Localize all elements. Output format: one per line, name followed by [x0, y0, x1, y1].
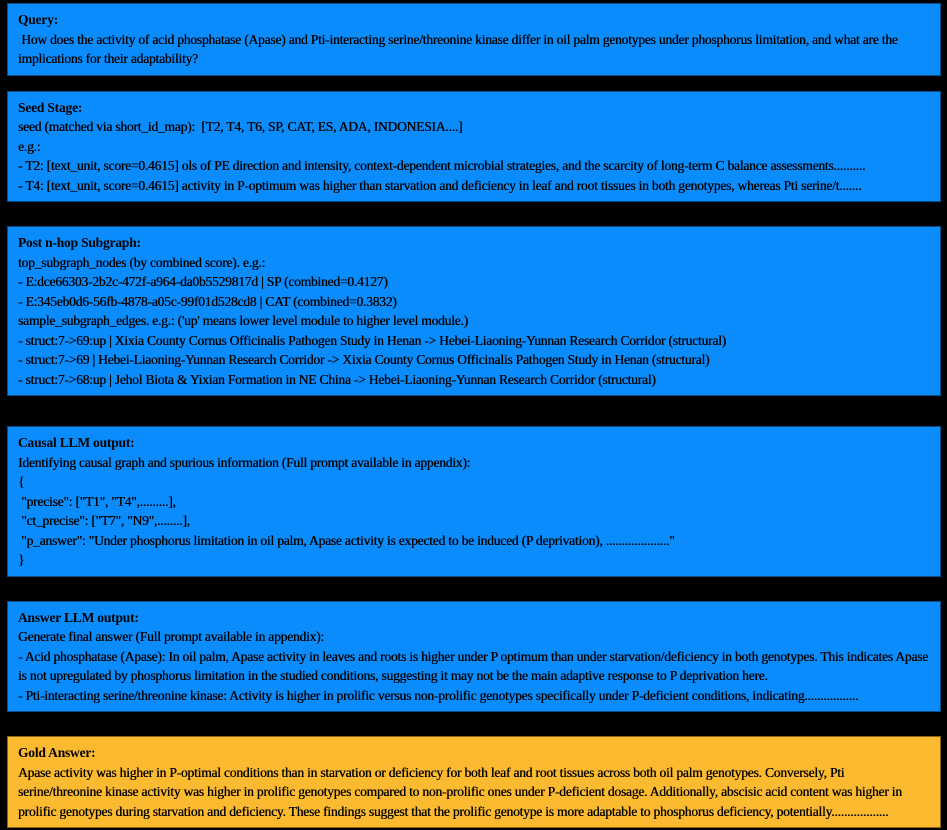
query-stage-box	[7, 3, 941, 76]
causal-json-ct-precise: "ct_precise": ["T7", "N9",........],	[18, 513, 190, 528]
subgraph-top-nodes-label: top_subgraph_nodes (by combined score). e.g.:	[18, 254, 266, 270]
seed-example-t2: - T2: [text_unit, score=0.4615] ols of PE direction and intensity, context-dependent microbial strategies, and the scarcity of long-term C balance assessments..........	[18, 158, 866, 173]
gold-answer-box	[7, 736, 941, 828]
query-text: How does the activity of acid phosphatase (Apase) and Pti-interacting serine/threonine kinase differ in oil palm genotypes under phosphorus limitation, and what are the implications for their adaptability?	[18, 31, 901, 66]
causal-llm-output-box	[7, 426, 941, 577]
causal-json-p-answer: "p_answer": "Under phosphorus limitation in oil palm, Apase activity is expected to be induced (P deprivation), ...................."	[18, 532, 675, 548]
seed-stage-box	[7, 91, 941, 203]
answer-task-description: Generate final answer (Full prompt available in appendix):	[18, 629, 324, 644]
gold-answer-title: Gold Answer:	[18, 745, 96, 760]
causal-llm-output-title: Causal LLM output:	[18, 435, 135, 450]
subgraph-edge-2: - struct:7->69 | Hebei-Liaoning-Yunnan Research Corridor -> Xixia County Cornus Officinalis Pathogen Study in Henan (structural)	[18, 352, 710, 367]
seed-example-t4: - T4: [text_unit, score=0.4615] activity in P-optimum was higher than starvation and deficiency in leaf and root tissues in both genotypes, whereas Pti serine/t.......	[18, 177, 862, 193]
subgraph-edges-label: sample_subgraph_edges. e.g.: ('up' means lower level module to higher level module.)	[18, 313, 468, 328]
gold-answer-text: Apase activity was higher in P-optimal conditions than in starvation or deficiency for both leaf and root tissues across both oil palm genotypes. Conversely, Pti serine/threonine kinase activity was higher in prolific genotypes compared to non-prolific ones under P-deficient dosage. Additionally, abscisic acid content was higher in prolific genotypes during starvation and deficiency. These findings suggest that the prolific genotype is more adaptable to phosphorus deficiency, potentially..................	[18, 764, 905, 819]
causal-json-precise: "precise": ["T1", "T4",.........],	[18, 493, 176, 509]
causal-task-description: Identifying causal graph and spurious information (Full prompt available in appendix):	[18, 454, 471, 470]
seed-eg-label: e.g.:	[18, 138, 41, 154]
answer-llm-output-box	[7, 601, 941, 713]
answer-pti-kinase-point: - Pti-interacting serine/threonine kinase: Activity is higher in prolific versus non-prolific genotypes specifically under P-deficient conditions, indicating.................	[18, 687, 859, 703]
subgraph-node-sp: - E:dce66303-2b2c-472f-a964-da0b5529817d | SP (combined=0.4127)	[18, 274, 388, 289]
subgraph-edge-3: - struct:7->68:up | Jehol Biota & Yixian Formation in NE China -> Hebei-Liaoning-Yunnan Research Corridor (structural)	[18, 371, 656, 387]
subgraph-edge-1: - struct:7->69:up | Xixia County Cornus Officinalis Pathogen Study in Henan -> Hebei-Liaoning-Yunnan Research Corridor (structural)	[18, 332, 726, 348]
subgraph-node-cat: - E:345eb0d6-56fb-4878-a05c-99f01d528cd8 | CAT (combined=0.3832)	[18, 293, 397, 309]
answer-llm-output-title: Answer LLM output:	[18, 609, 139, 625]
query-stage-title: Query:	[18, 12, 59, 27]
seed-matched-ids-line: seed (matched via short_id_map): [T2, T4, T6, SP, CAT, ES, ADA, INDONESIA....]	[18, 119, 463, 134]
subgraph-stage-box	[7, 226, 941, 396]
seed-stage-title: Seed Stage:	[18, 99, 83, 115]
causal-json-close-brace: }	[18, 552, 25, 567]
causal-json-open-brace: {	[18, 474, 25, 489]
subgraph-stage-title: Post n-hop Subgraph:	[18, 235, 141, 250]
answer-apase-point: - Acid phosphatase (Apase): In oil palm, Apase activity in leaves and roots is higher under P optimum than under starvation/deficiency in both genotypes. This indicates Apase is not upregulated by phosphorus limitation in the studied conditions, suggesting it may not be the main adaptive response to P deprivation here.	[18, 648, 932, 683]
